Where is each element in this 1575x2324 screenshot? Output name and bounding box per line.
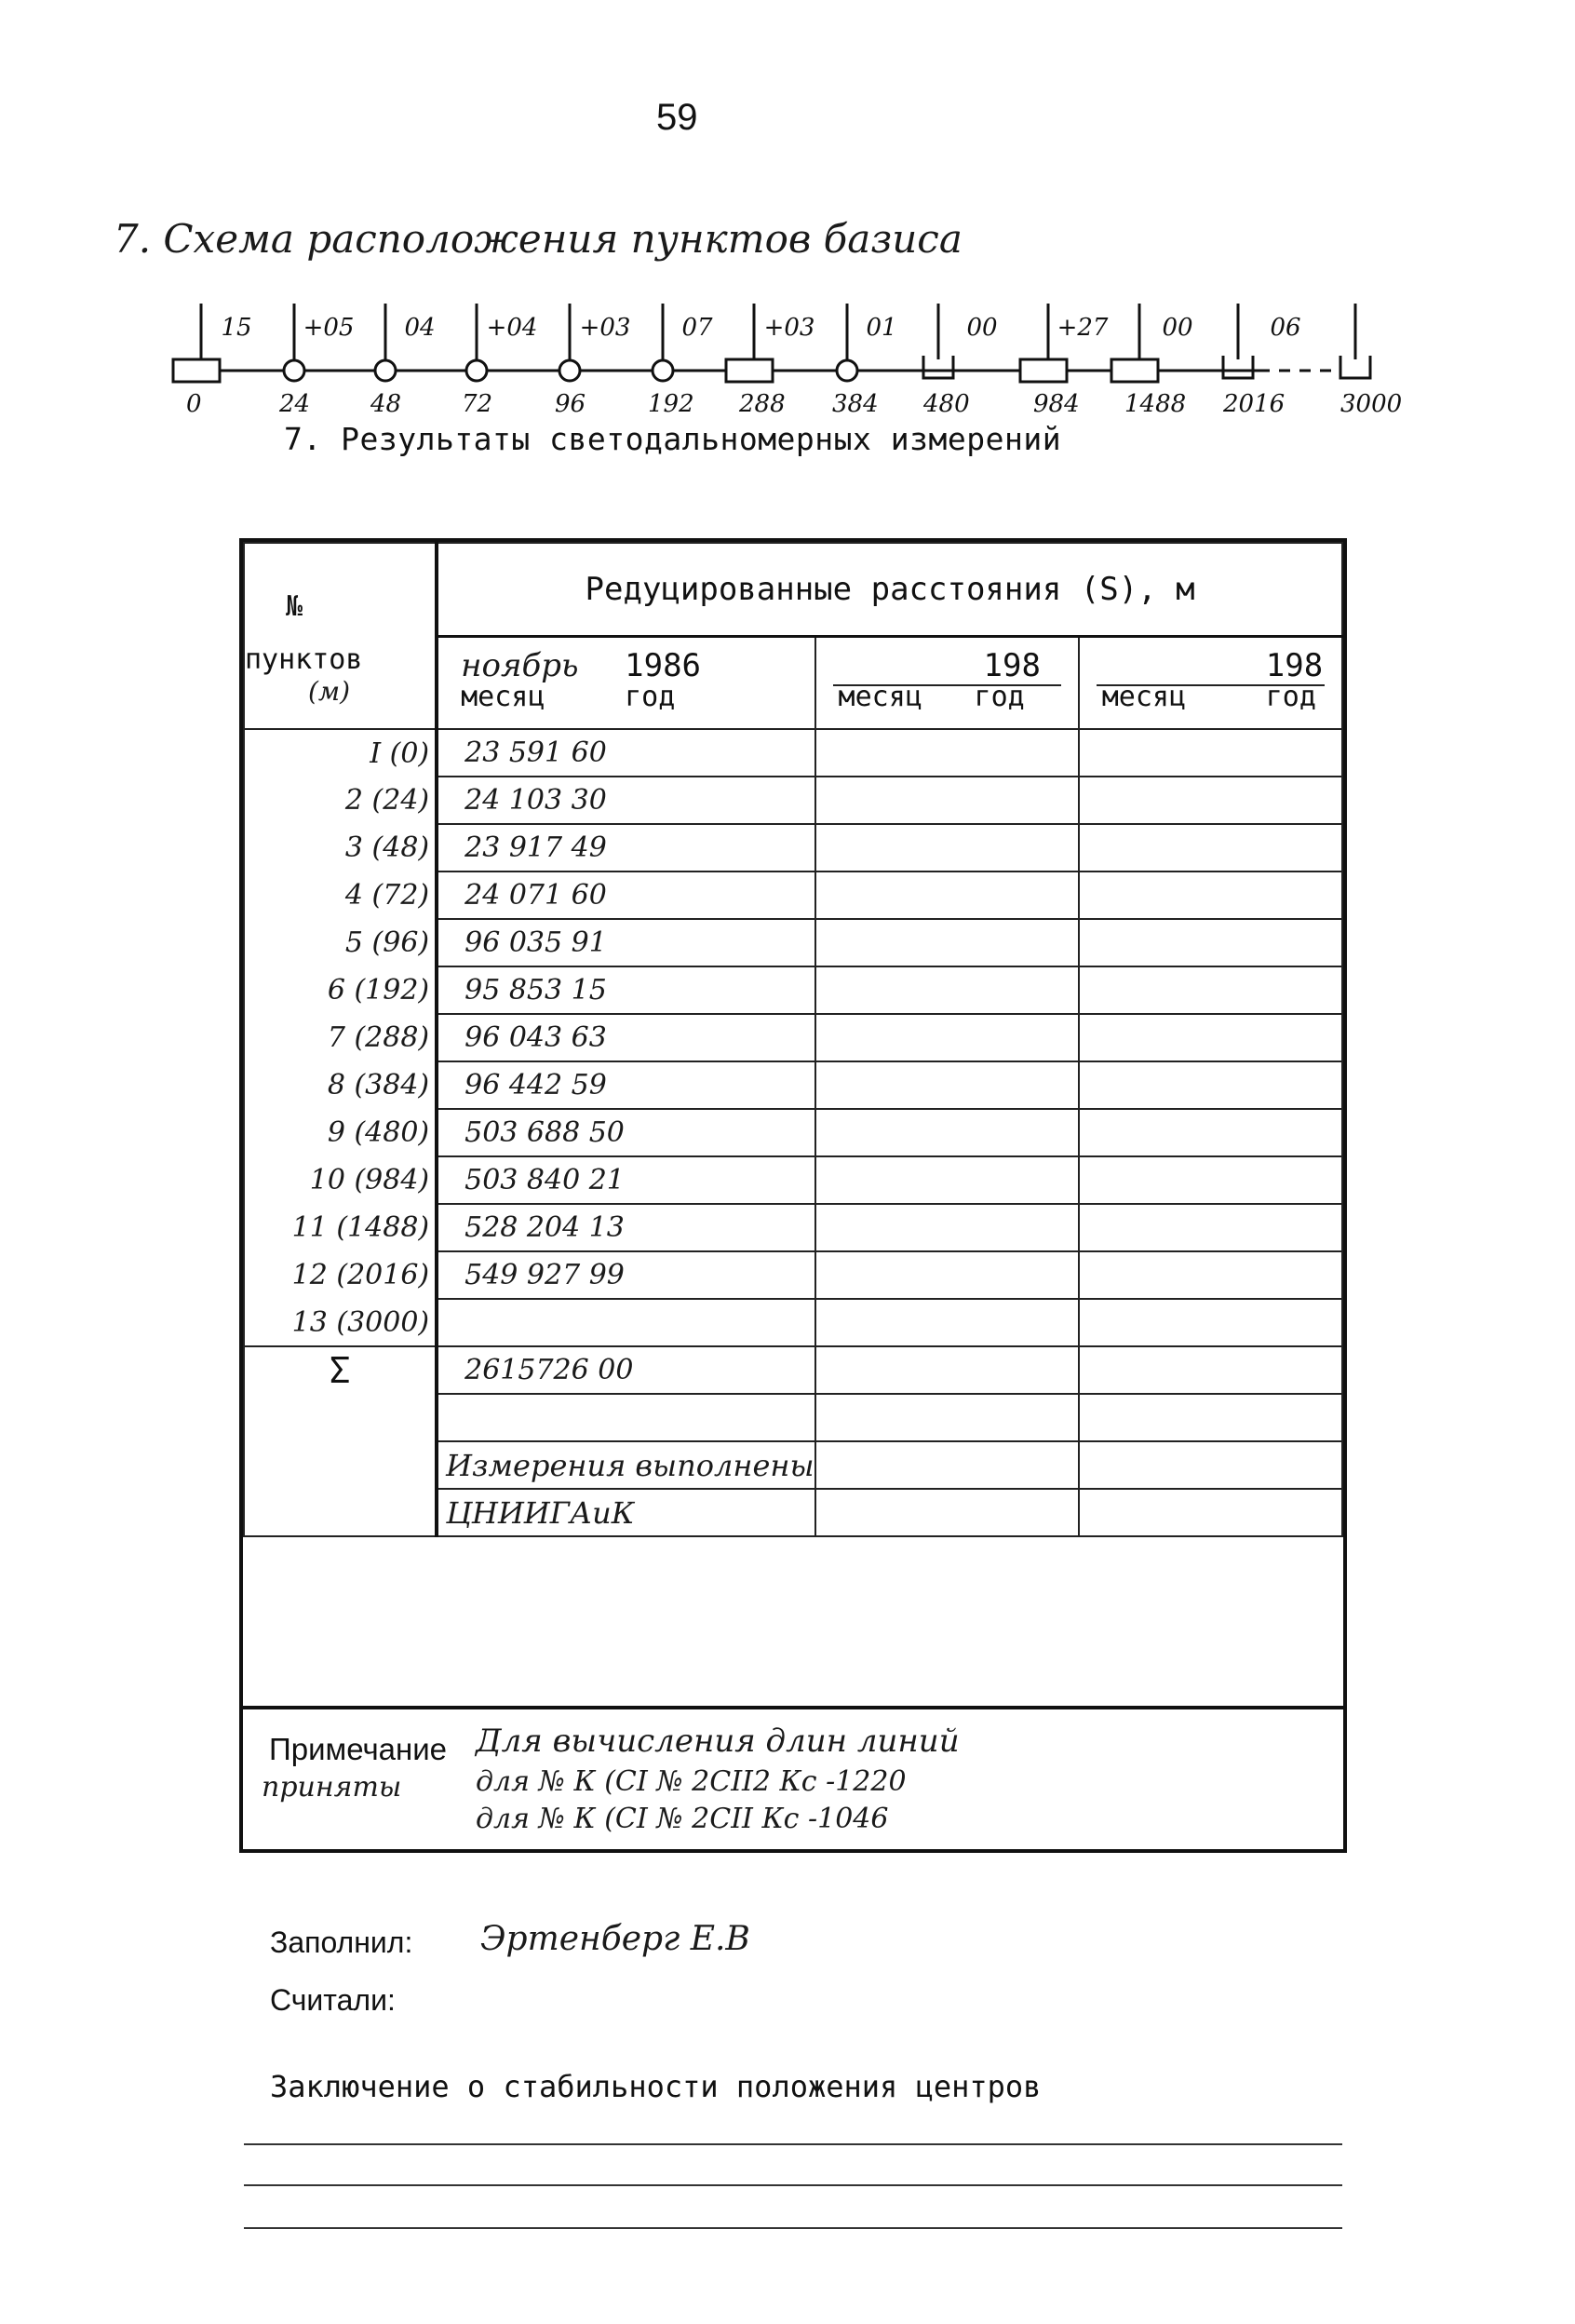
- period-3-month-label: месяц: [1101, 681, 1187, 713]
- table-row: [244, 1251, 1342, 1299]
- distance-value-2: [815, 1299, 1079, 1346]
- distance-value-3: [1079, 1014, 1342, 1061]
- period-1: [437, 636, 814, 729]
- scheme-title: 7. Схема расположения пунктов базиса: [114, 216, 962, 262]
- sum-cell-2: [815, 1346, 1079, 1394]
- header-points-label: пунктов: [245, 643, 363, 676]
- conclusion-line-3: [244, 2227, 1342, 2229]
- station-label: 192: [648, 390, 694, 418]
- results-table-grid: [243, 542, 1343, 1537]
- distance-value: 23 591 60: [437, 729, 814, 777]
- station-label: 1488: [1124, 390, 1187, 418]
- distance-value: [437, 1299, 814, 1346]
- station-label: 72: [462, 390, 493, 418]
- point-number: 8 (384): [244, 1061, 437, 1109]
- point-number: 9 (480): [244, 1109, 437, 1156]
- header-no-symbol: №: [244, 543, 437, 636]
- period-3-year-label: год: [1265, 681, 1316, 713]
- interval-label: 06: [1270, 314, 1301, 342]
- note-label-accepted: приняты: [262, 1771, 402, 1804]
- distance-value-2: [815, 1251, 1079, 1299]
- distance-value-3: [1079, 1204, 1342, 1251]
- period-2-year: 198: [983, 646, 1041, 684]
- station-marker: [726, 359, 773, 382]
- header-distances: Редуцированные расстояния (S), м: [437, 543, 1342, 636]
- station-label: 3000: [1340, 390, 1403, 418]
- interval-label: 00: [1162, 314, 1193, 342]
- distance-value-3: [1079, 919, 1342, 966]
- interval-label: +05: [303, 314, 355, 342]
- conclusion-line-1: [244, 2143, 1342, 2145]
- period-3-year: 198: [1265, 646, 1324, 684]
- distance-value-3: [1079, 872, 1342, 919]
- note-label: Примечание: [269, 1732, 448, 1766]
- distance-value-3: [1079, 966, 1342, 1014]
- distance-value: 96 442 59: [437, 1061, 814, 1109]
- station-label: 288: [739, 390, 786, 418]
- table-row: [244, 1156, 1342, 1204]
- distance-value-2: [815, 824, 1079, 872]
- station-marker: [653, 360, 673, 381]
- period-1-month-label: месяц: [461, 681, 545, 713]
- period-1-year-label: год: [625, 681, 676, 713]
- distance-value-3: [1079, 1109, 1342, 1156]
- filled-by-signature: Эртенберг Е.В: [480, 1920, 750, 1958]
- station-label: 384: [832, 390, 879, 418]
- checked-by-label: Считали:: [270, 1983, 396, 2017]
- interval-label: +03: [579, 314, 631, 342]
- distance-value-2: [815, 729, 1079, 777]
- distance-value-2: [815, 1014, 1079, 1061]
- results-table: [239, 538, 1347, 1709]
- baseline-scheme: [158, 298, 1403, 419]
- note-line-1: Для вычисления длин линий: [476, 1723, 960, 1760]
- distance-value-3: [1079, 1156, 1342, 1204]
- table-row: [244, 872, 1342, 919]
- distance-value-3: [1079, 824, 1342, 872]
- station-marker: [837, 360, 857, 381]
- station-label: 24: [279, 390, 311, 418]
- sum-cell-3: [1079, 1346, 1342, 1394]
- note-line-2: для № К (CI № 2СII2 Кс -1220: [476, 1765, 907, 1798]
- distance-value-3: [1079, 1061, 1342, 1109]
- distance-value: 528 204 13: [437, 1204, 814, 1251]
- distance-value-3: [1079, 1251, 1342, 1299]
- header-points: [244, 636, 437, 729]
- sum-symbol: Σ: [244, 1346, 437, 1394]
- table-row: [244, 919, 1342, 966]
- distance-value-2: [815, 872, 1079, 919]
- distance-value: 96 043 63: [437, 1014, 814, 1061]
- point-number: 7 (288): [244, 1014, 437, 1061]
- header-points-unit: (м): [308, 676, 351, 707]
- point-number: 6 (192): [244, 966, 437, 1014]
- period-1-month: ноябрь: [461, 646, 579, 684]
- table-row: [244, 1014, 1342, 1061]
- interval-label: +27: [1057, 314, 1109, 342]
- organization: ЦНИИГАиК: [437, 1489, 814, 1536]
- station-label: 0: [186, 390, 202, 418]
- period-1-year: 1986: [625, 646, 702, 684]
- distance-value: 503 840 21: [437, 1156, 814, 1204]
- distance-value-3: [1079, 729, 1342, 777]
- station-marker: [173, 359, 220, 382]
- period-3: [1079, 636, 1342, 729]
- conclusion-line-2: [244, 2184, 1342, 2186]
- station-label: 984: [1033, 390, 1080, 418]
- interval-label: +04: [486, 314, 538, 342]
- period-2-month-label: месяц: [838, 681, 922, 713]
- distance-value: 96 035 91: [437, 919, 814, 966]
- table-row: [244, 824, 1342, 872]
- filled-by-label: Заполнил:: [270, 1925, 413, 1959]
- distance-value: 23 917 49: [437, 824, 814, 872]
- point-number: 11 (1488): [244, 1204, 437, 1251]
- station-label: 48: [370, 390, 402, 418]
- distance-value-2: [815, 966, 1079, 1014]
- distance-value-2: [815, 1204, 1079, 1251]
- station-marker: [466, 360, 487, 381]
- table-row: [244, 777, 1342, 824]
- distance-value-2: [815, 1109, 1079, 1156]
- table-row: [244, 1299, 1342, 1346]
- distance-value-2: [815, 777, 1079, 824]
- distance-value-3: [1079, 1299, 1342, 1346]
- sum-value: 2615726 00: [437, 1346, 814, 1394]
- measured-by: Измерения выполнены: [437, 1441, 814, 1489]
- point-number: 12 (2016): [244, 1251, 437, 1299]
- station-label: 480: [923, 390, 970, 418]
- point-number: 4 (72): [244, 872, 437, 919]
- distance-value-2: [815, 919, 1079, 966]
- distance-value-2: [815, 1061, 1079, 1109]
- point-number: 5 (96): [244, 919, 437, 966]
- point-number: 13 (3000): [244, 1299, 437, 1346]
- station-marker: [559, 360, 580, 381]
- period-2: [815, 636, 1079, 729]
- interval-label: 00: [966, 314, 998, 342]
- table-row: [244, 1109, 1342, 1156]
- station-marker: [375, 360, 396, 381]
- point-number: 10 (984): [244, 1156, 437, 1204]
- point-number: 3 (48): [244, 824, 437, 872]
- page-number: 59: [656, 97, 698, 138]
- distance-value-3: [1079, 777, 1342, 824]
- distance-value: 549 927 99: [437, 1251, 814, 1299]
- station-marker: [1020, 359, 1067, 382]
- table-row: [244, 1061, 1342, 1109]
- interval-label: 01: [866, 314, 897, 342]
- interval-label: 15: [221, 314, 252, 342]
- distance-value: 24 071 60: [437, 872, 814, 919]
- distance-value: 24 103 30: [437, 777, 814, 824]
- table-row: [244, 1204, 1342, 1251]
- results-title: 7. Результаты светодальномерных измерений: [284, 421, 1062, 457]
- station-label: 96: [555, 390, 586, 418]
- station-marker: [284, 360, 304, 381]
- distance-value-2: [815, 1156, 1079, 1204]
- period-2-year-label: год: [974, 681, 1025, 713]
- interval-label: 04: [404, 314, 436, 342]
- station-marker: [1111, 359, 1158, 382]
- point-number: 2 (24): [244, 777, 437, 824]
- interval-label: +03: [763, 314, 815, 342]
- table-row: [244, 966, 1342, 1014]
- note-box: [239, 1706, 1347, 1853]
- note-line-3: для № К (CI № 2СII Кс -1046: [476, 1803, 889, 1835]
- point-number: I (0): [244, 729, 437, 777]
- blank-cell: [437, 1394, 814, 1441]
- interval-label: 07: [681, 314, 713, 342]
- distance-value: 95 853 15: [437, 966, 814, 1014]
- table-row: [244, 729, 1342, 777]
- station-label: 2016: [1223, 390, 1286, 418]
- distance-value: 503 688 50: [437, 1109, 814, 1156]
- conclusion-label: Заключение о стабильности положения центров: [270, 2069, 1042, 2104]
